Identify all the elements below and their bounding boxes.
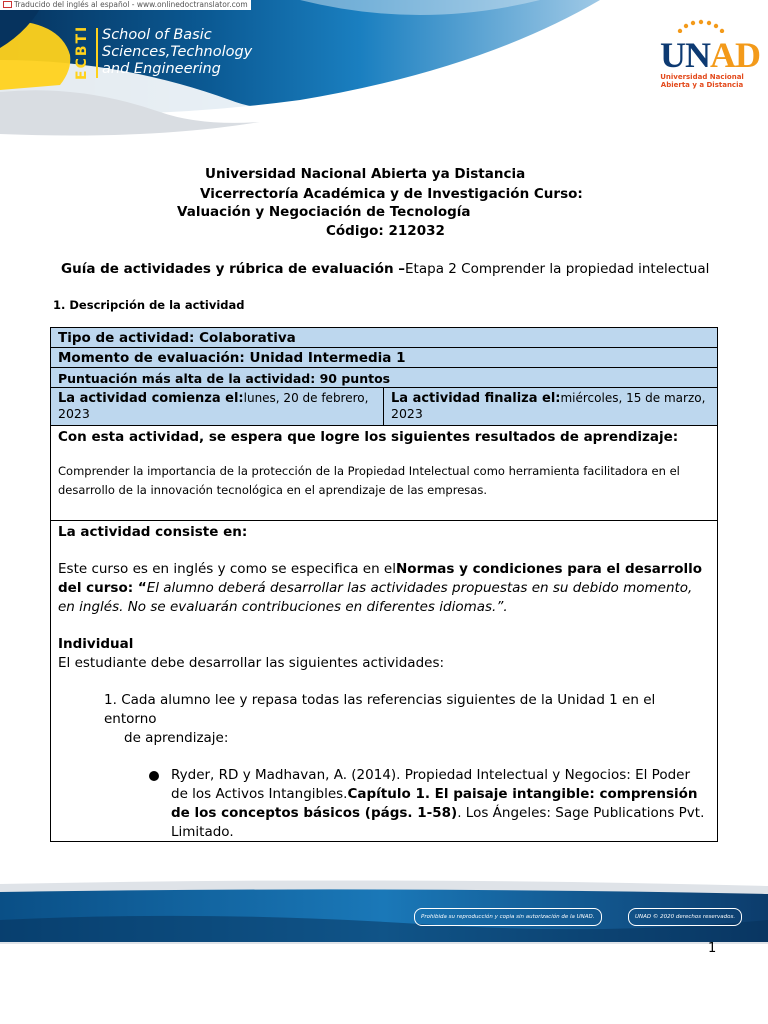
university-title: Universidad Nacional Abierta ya Distancia	[205, 166, 526, 182]
list-item-1-continued: de aprendizaje:	[124, 730, 229, 746]
course-code: Código: 212032	[326, 223, 445, 239]
course-language-paragraph: Este curso es en inglés y como se especifica en elNormas y condiciones para el desarrollo del curso: “El alumno deberá desarrollar las actividades propuestas en su debido momento, en inglés. No se evaluarán contribuciones en diferentes idiomas.”.	[58, 561, 703, 615]
footer-rights-note: UNAD © 2020 derechos reservados.	[628, 908, 742, 926]
dates-row	[51, 388, 717, 426]
learning-outcomes-text: Comprender la importancia de la protección de la Propiedad Intelectual como herramienta facilitadora en el desarrollo de la innovación tecnológica en el aprendizaje de las empresas.	[58, 464, 680, 497]
school-line-1: School of Basic	[102, 27, 212, 43]
unad-sub-2: Abierta y a Distancia	[660, 81, 744, 89]
list-item-1: 1. Cada alumno lee y repasa todas las referencias siguientes de la Unidad 1 en el entorno	[104, 692, 656, 727]
learning-outcomes-cell	[51, 426, 717, 521]
unad-sub-1: Universidad Nacional	[660, 73, 744, 81]
learning-outcomes-heading: Con esta actividad, se espera que logre los siguientes resultados de aprendizaje:	[58, 429, 679, 445]
section-1-title: 1. Descripción de la actividad	[53, 298, 245, 312]
unad-logo-dots-icon	[672, 19, 732, 33]
page-number: 1	[708, 941, 717, 956]
individual-text: El estudiante debe desarrollar las siguientes actividades:	[58, 655, 445, 671]
school-name	[102, 27, 252, 78]
guide-title: Guía de actividades y rúbrica de evaluación –Etapa 2 Comprender la propiedad intelectual	[61, 261, 710, 277]
reference-bullet: Ryder, RD y Madhavan, A. (2014). Propiedad Intelectual y Negocios: El Poder de los Activos Intangibles.Capítulo 1. El paisaje intangible: comprensión de los conceptos básicos (págs. 1-58). Los Ángeles: Sage Publications Pvt. Limitado.	[58, 766, 710, 842]
school-line-3: and Engineering	[102, 61, 221, 77]
activity-type-row: Tipo de actividad: Colaborativa	[51, 328, 717, 348]
individual-heading: Individual	[58, 636, 134, 652]
vicerrectoria-title: Vicerrectoría Académica y de Investigación Curso:	[200, 186, 583, 202]
activity-description-heading: La actividad consiste en:	[58, 524, 248, 540]
max-score-row: Puntuación más alta de la actividad: 90 puntos	[51, 368, 717, 388]
ecbti-label: ECBTI	[74, 24, 90, 80]
course-title: Valuación y Negociación de Tecnología	[177, 204, 471, 220]
translator-icon	[3, 1, 12, 8]
activity-table	[50, 327, 718, 842]
school-line-2: Sciences,Technology	[102, 44, 253, 60]
activity-description-cell	[51, 521, 717, 841]
translator-note-text: Traducido del inglés al español - www.onlinedoctranslator.com	[14, 0, 248, 9]
bullet-icon	[149, 771, 159, 781]
header-divider	[96, 28, 98, 78]
footer-copyright-note: Prohibida su reproducción y copia sin autorización de la UNAD.	[414, 908, 602, 926]
unad-logo	[660, 18, 760, 89]
translator-note[interactable]	[0, 0, 251, 10]
evaluation-moment-row: Momento de evaluación: Unidad Intermedia 1	[51, 348, 717, 368]
end-date-cell: La actividad finaliza el:miércoles, 15 de marzo, 2023	[391, 391, 706, 421]
unad-wordmark: UNAD	[660, 35, 760, 75]
start-date-cell: La actividad comienza el:lunes, 20 de febrero, 2023	[51, 388, 384, 425]
